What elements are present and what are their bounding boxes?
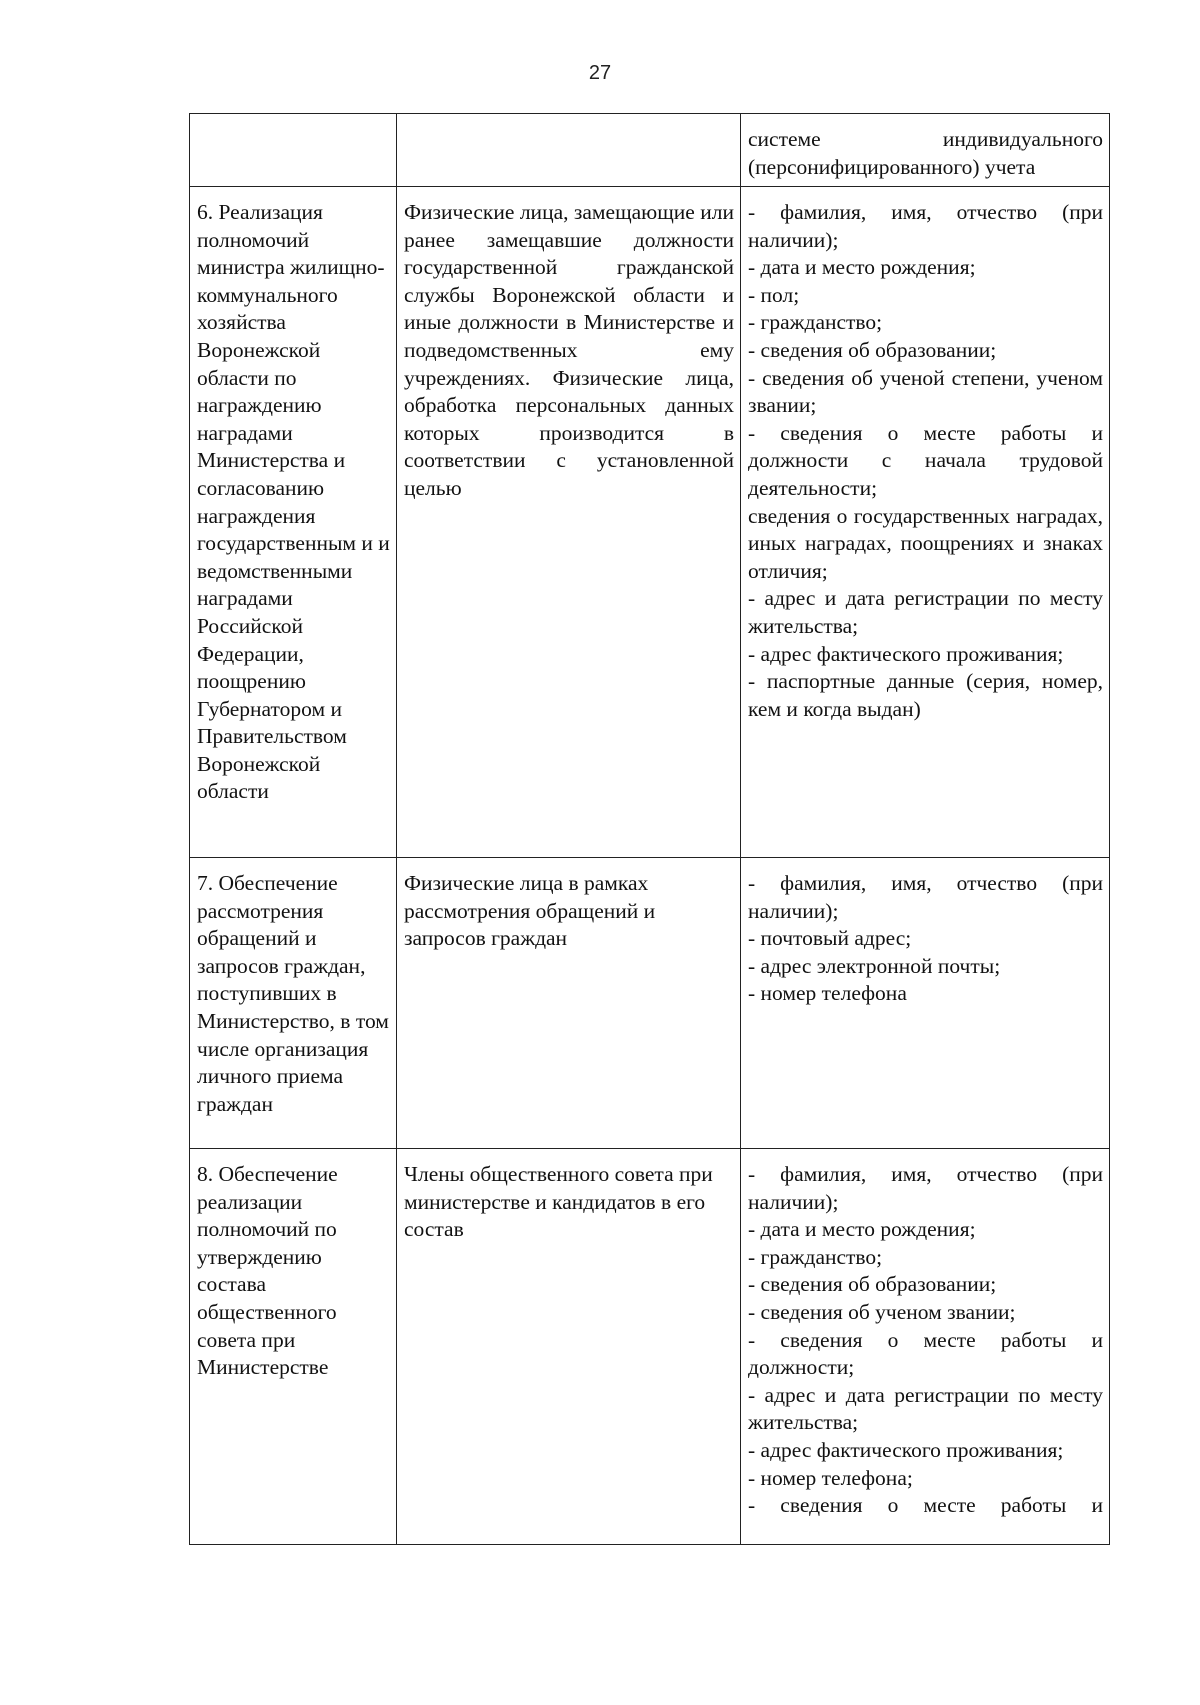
data-list-item: - сведения о месте работы и <box>748 1493 1103 1518</box>
personal-data-table <box>189 113 1110 1545</box>
data-list-item: - гражданство; <box>748 1244 883 1269</box>
data-list-item: - сведения об образовании; <box>748 337 997 362</box>
data-list-item: - сведения об образовании; <box>748 1272 997 1297</box>
data-list-item: - адрес и дата регистрации по месту жительства; <box>748 1382 1103 1435</box>
table-row <box>190 1149 1110 1545</box>
data-list-item: сведения о государственных наградах, иных наградах, поощрениях и знаках отличия; <box>748 503 1103 583</box>
purpose-text: 7. Обеспечение рассмотрения обращений и запросов граждан, поступивших в Министерство, в том числе организация личного приема граждан <box>197 871 389 1116</box>
subjects-text: Члены общественного совета при министерстве и кандидатов в его состав <box>404 1162 713 1242</box>
data-list-cell <box>741 858 1110 1149</box>
data-list-item: - сведения о месте работы и должности с начала трудовой деятельности; <box>748 420 1103 500</box>
data-list-item: - сведения об ученом звании; <box>748 1299 1016 1324</box>
data-list-item: - почтовый адрес; <box>748 926 912 951</box>
data-list-item: - фамилия, имя, отчество (при наличии); <box>748 1162 1103 1214</box>
subjects-text: Физические лица, замещающие или ранее замещавшие должности государственной гражданской службы Воронежской области и иные должности в Министерстве и подведомственных ему учреждениях. Физические лица, обработка персональных данных которых производится в соответствии с установленной целью <box>404 200 734 500</box>
data-list-cell <box>741 1149 1110 1545</box>
data-list-item: - фамилия, имя, отчество (при наличии); <box>748 871 1103 923</box>
purpose-text: 6. Реализация полномочий министра жилищно-коммунального хозяйства Воронежской области по награждению наградами Министерства и согласованию награждения государственным и и ведомственными наградами Российской Федерации, поощрению Губернатором и Правительством Воронежской области <box>197 200 390 804</box>
data-list-item: - адрес фактического проживания; <box>748 1437 1064 1462</box>
data-list-item: - адрес фактического проживания; <box>748 641 1064 666</box>
data-list-item: - паспортные данные (серия, номер, кем и когда выдан) <box>748 669 1103 721</box>
data-list-item: - дата и место рождения; <box>748 255 976 280</box>
data-list-item: - номер телефона <box>748 981 907 1006</box>
data-list-item: - сведения о месте работы и должности; <box>748 1327 1103 1380</box>
data-list-cell <box>741 187 1110 858</box>
purpose-cell <box>190 187 397 858</box>
data-list-item: - адрес электронной почты; <box>748 953 1001 978</box>
table-row <box>190 858 1110 1149</box>
purpose-cell <box>190 858 397 1149</box>
purpose-cell <box>190 114 397 187</box>
data-list-item: - сведения об ученой степени, ученом звании; <box>748 365 1103 418</box>
data-list-item: - гражданство; <box>748 310 883 335</box>
purpose-text: 8. Обеспечение реализации полномочий по утверждению состава общественного совета при Министерстве <box>197 1162 338 1380</box>
data-list-item: (персонифицированного) учета <box>748 154 1036 179</box>
page-number: 27 <box>588 62 612 84</box>
data-list-item: - адрес и дата регистрации по месту жительства; <box>748 586 1103 638</box>
purpose-cell <box>190 1149 397 1545</box>
subjects-text: Физические лица в рамках рассмотрения обращений и запросов граждан <box>404 871 656 951</box>
data-list-item: - пол; <box>748 282 800 307</box>
subjects-cell <box>397 114 741 187</box>
data-list-item: системе индивидуального <box>748 127 1103 151</box>
subjects-cell <box>397 187 741 858</box>
subjects-cell <box>397 858 741 1149</box>
data-list-item: - номер телефона; <box>748 1465 913 1490</box>
table-row <box>190 114 1110 187</box>
table-row <box>190 187 1110 858</box>
data-list-item: - фамилия, имя, отчество (при наличии); <box>748 200 1103 252</box>
data-list-cell <box>741 114 1110 187</box>
data-list-item: - дата и место рождения; <box>748 1217 976 1242</box>
subjects-cell <box>397 1149 741 1545</box>
